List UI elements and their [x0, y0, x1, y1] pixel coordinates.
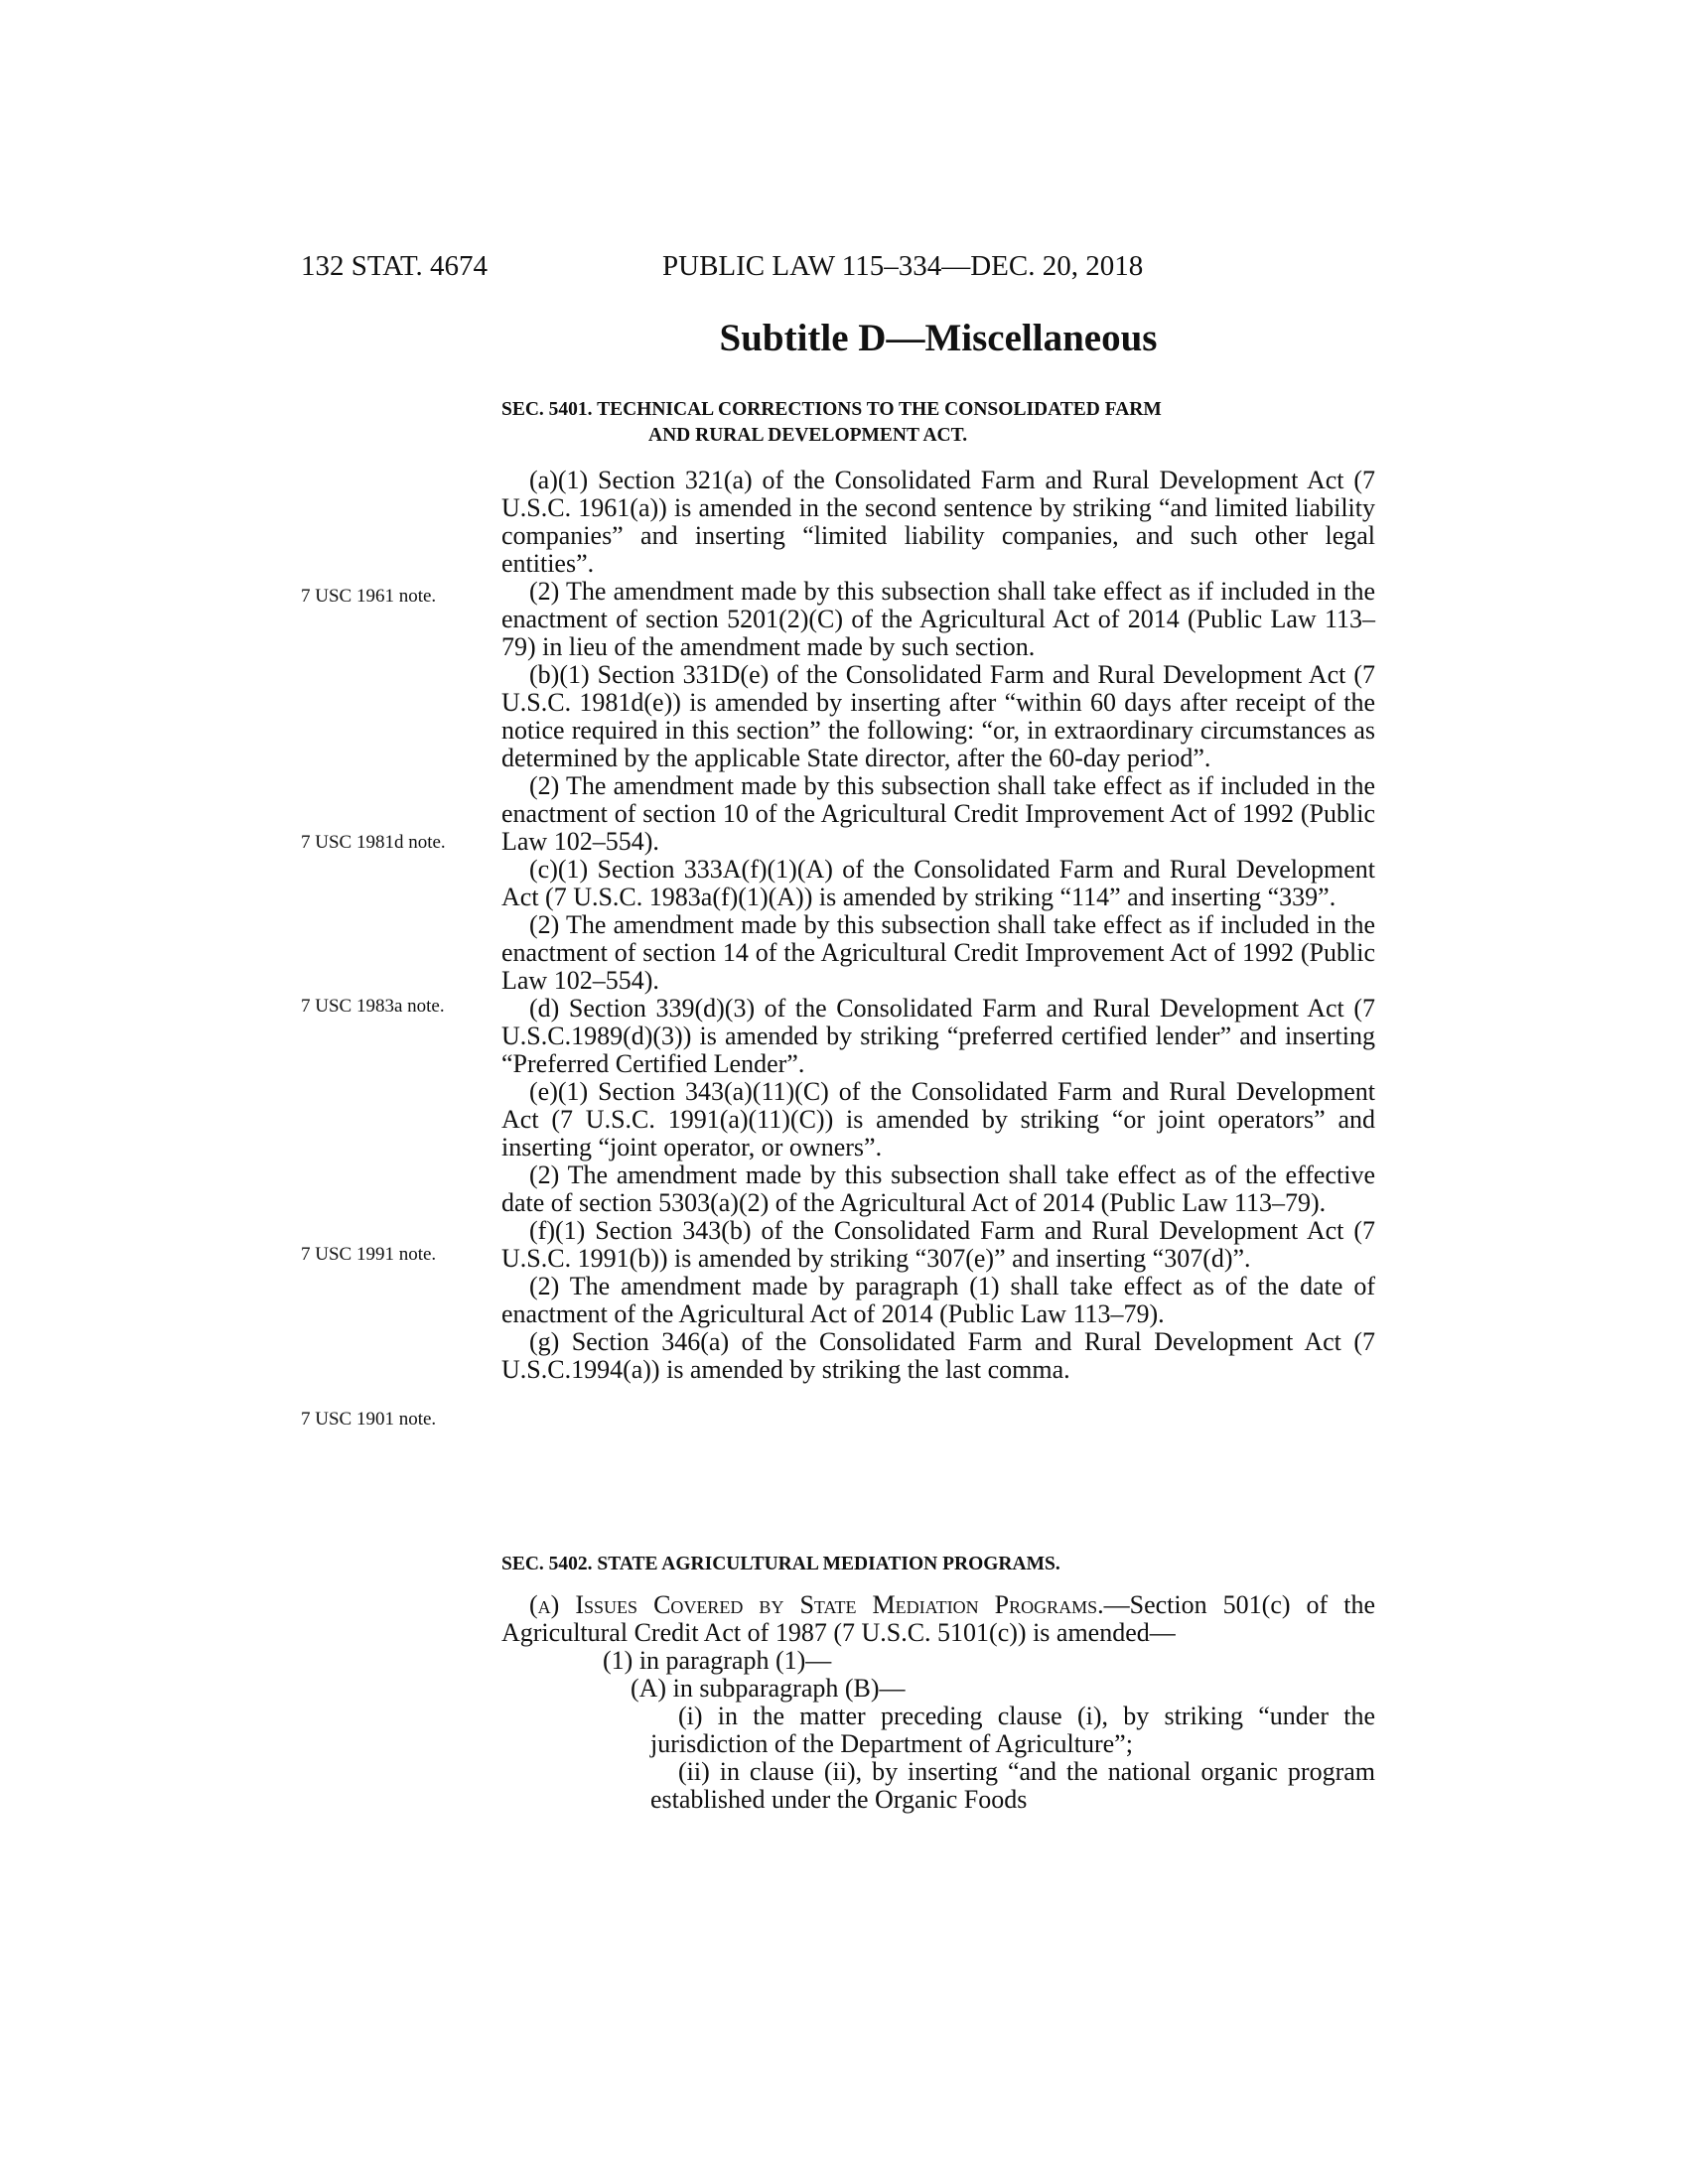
paragraph: (2) The amendment made by this subsection shall take effect as of the effective date of section 5303(a)(2) of the Agricultural Act of 2014 (Public Law 113–79).: [501, 1160, 1375, 1217]
paragraph: (2) The amendment made by this subsection shall take effect as if included in the enactment of section 5201(2)(C) of the Agricultural Act of 2014 (Public Law 113–79) in lieu of the amendment made by such section.: [501, 577, 1375, 661]
statute-citation: 132 STAT. 4674: [301, 250, 489, 282]
section-heading-line2: AND RURAL DEVELOPMENT ACT.: [648, 425, 968, 446]
section-heading: [501, 397, 1375, 449]
paragraph: (c)(1) Section 333A(f)(1)(A) of the Consolidated Farm and Rural Development Act (7 U.S.C. 1983a(f)(1)(A)) is amended by striking “114” and inserting “339”.: [501, 855, 1375, 911]
list-item: (1) in paragraph (1)—: [603, 1646, 832, 1675]
section-heading-line1: SEC. 5401. TECHNICAL CORRECTIONS TO THE CONSOLIDATED FARM: [501, 399, 1162, 420]
margin-note: 7 USC 1991 note.: [301, 1244, 437, 1265]
list-item: (i) in the matter preceding clause (i), by striking “under the jurisdiction of the Department of Agriculture”;: [650, 1702, 1375, 1758]
paragraph: (e)(1) Section 343(a)(11)(C) of the Consolidated Farm and Rural Development Act (7 U.S.C. 1991(a)(11)(C)) is amended by striking “or joint operators” and inserting “joint operator, or owners”.: [501, 1077, 1375, 1161]
paragraph-caption: (a) Issues Covered by State Mediation Programs.: [529, 1590, 1104, 1619]
paragraph: (2) The amendment made by this subsection shall take effect as if included in the enactment of section 10 of the Agricultural Credit Improvement Act of 1992 (Public Law 102–554).: [501, 771, 1375, 856]
section-5401: [501, 397, 1375, 1384]
margin-note: 7 USC 1961 note.: [301, 586, 437, 607]
margin-note: 7 USC 1901 note.: [301, 1409, 437, 1430]
list-item: (A) in subparagraph (B)—: [631, 1674, 906, 1703]
paragraph: (d) Section 339(d)(3) of the Consolidated Farm and Rural Development Act (7 U.S.C.1989(d)(3)) is amended by striking “preferred certified lender” and inserting “Preferred Certified Lender”.: [501, 994, 1375, 1078]
paragraph: (g) Section 346(a) of the Consolidated Farm and Rural Development Act (7 U.S.C.1994(a)) is amended by striking the last comma.: [501, 1327, 1375, 1384]
paragraph-text: —Section 501(c) of the Agricultural Credit Act of 1987 (7 U.S.C. 5101(c)) is amended—: [501, 1590, 1376, 1647]
section-heading: SEC. 5402. STATE AGRICULTURAL MEDIATION PROGRAMS.: [501, 1554, 1060, 1574]
subtitle-heading: Subtitle D—Miscellaneous: [719, 317, 1158, 359]
list-item: (ii) in clause (ii), by inserting “and the national organic program established under the Organic Foods: [650, 1757, 1375, 1814]
paragraph: (2) The amendment made by this subsection shall take effect as if included in the enactment of section 14 of the Agricultural Credit Improvement Act of 1992 (Public Law 102–554).: [501, 910, 1375, 995]
paragraph: (a)(1) Section 321(a) of the Consolidated Farm and Rural Development Act (7 U.S.C. 1961(a)) is amended in the second sentence by striking “and limited liability companies” and inserting “limited liability companies, and such other legal entities”.: [501, 466, 1375, 578]
paragraph: (f)(1) Section 343(b) of the Consolidated Farm and Rural Development Act (7 U.S.C. 1991(b)) is amended by striking “307(e)” and inserting “307(d)”.: [501, 1216, 1375, 1273]
margin-note: 7 USC 1983a note.: [301, 996, 445, 1017]
running-head: [0, 250, 1688, 290]
paragraph: (b)(1) Section 331D(e) of the Consolidated Farm and Rural Development Act (7 U.S.C. 1981d(e)) is amended by inserting after “within 60 days after receipt of the notice required in this section” the following: “or, in extraordinary circumstances as determined by the applicable State director, after the 60-day period”.: [501, 660, 1375, 772]
paragraph: [501, 1591, 1375, 1647]
paragraph: (2) The amendment made by paragraph (1) shall take effect as of the date of enactment of the Agricultural Act of 2014 (Public Law 113–79).: [501, 1272, 1375, 1328]
margin-note: 7 USC 1981d note.: [301, 832, 446, 853]
public-law-citation: PUBLIC LAW 115–334—DEC. 20, 2018: [662, 250, 1144, 282]
section-5402: [501, 1552, 1375, 1814]
